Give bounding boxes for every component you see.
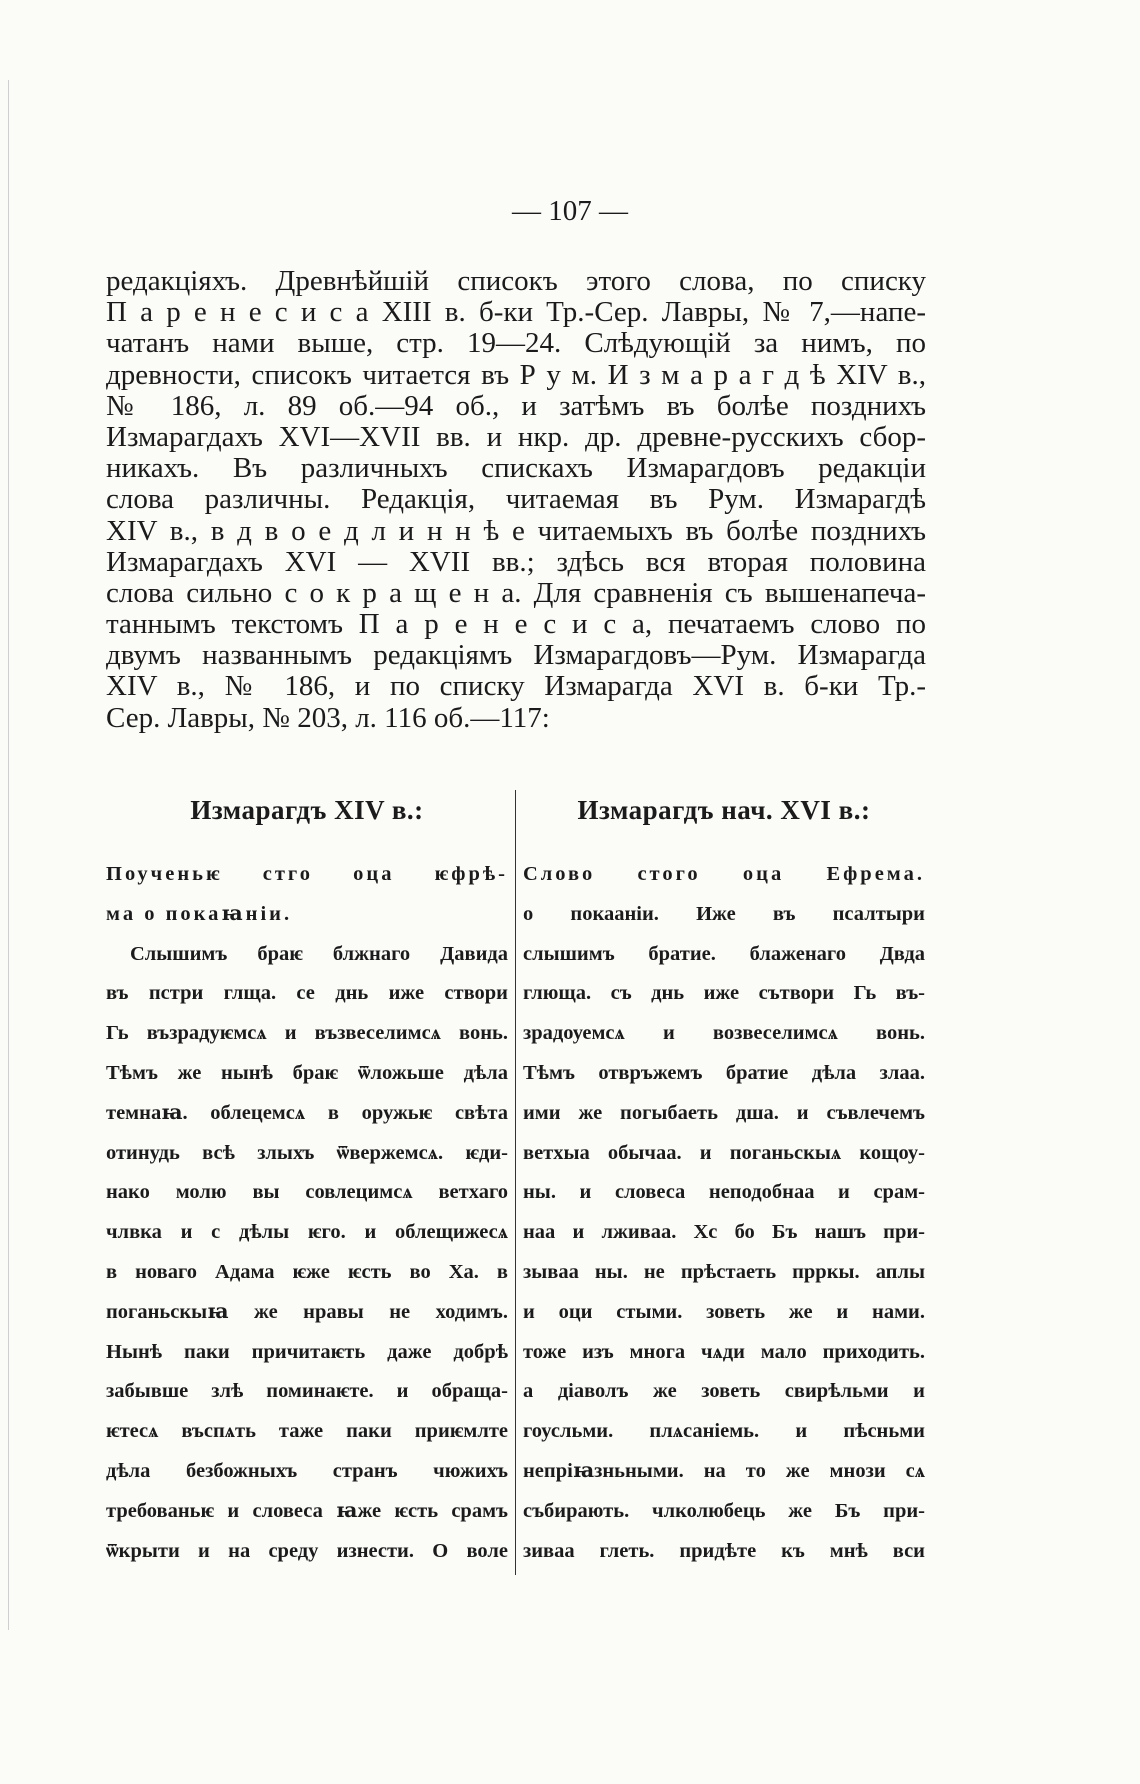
intro-line: двумъ названнымъ редакціямъ Измарагдовъ—Рум. Измарагда <box>106 640 926 672</box>
left-column-line: забывше злѣ поминаѥте. и обраща- <box>106 1380 508 1403</box>
intro-line: слова различны. Редакція, читаемая въ Рум. Измарагдѣ <box>106 484 926 516</box>
left-column-line: Поученьѥ стго оца ѥфрѣ- <box>106 863 508 885</box>
intro-line: Измарагдахъ XVI — XVII вв.; здѣсь вся вторая половина <box>106 546 926 578</box>
right-column-line: непріꙗзньными. на то же мнози сѧ <box>523 1459 925 1482</box>
intro-line: П а р е н е с и с а XIII в. б-ки Тр.-Сер. Лавры, № 7,—напе- <box>106 297 926 329</box>
right-column-line: и оци стыми. зоветь же и нами. <box>523 1300 925 1323</box>
left-column-line: ѿкрыти и на среду изнести. О воле <box>106 1539 508 1562</box>
intro-line: Сер. Лавры, № 203, л. 116 об.—117: <box>106 702 550 734</box>
right-column-line: гоусльми. плѧсаніемь. и пѣсньми <box>523 1420 925 1443</box>
intro-line: Измарагдахъ XVI—XVII вв. и нкр. др. древне-русскихъ сбор- <box>106 421 926 453</box>
intro-line: таннымъ текстомъ П а р е н е с и с а, печатаемъ слово по <box>106 609 926 641</box>
left-column-line: члвка и с дѣлы ѥго. и облещижесѧ <box>106 1221 508 1244</box>
right-column-line: глющa. съ днь иже сътвори Гь въ- <box>523 982 925 1005</box>
right-column-line: Тѣмъ отвръжемъ братие дѣла злаа. <box>523 1061 925 1084</box>
intro-line: чатанъ нами выше, стр. 19—24. Слѣдующій за нимъ, по <box>106 328 926 360</box>
right-column <box>523 795 925 1571</box>
scan-edge-line <box>8 80 9 1630</box>
left-column-heading: Измарагдъ XIV в.: <box>190 795 424 825</box>
left-column-line: Гь възрадуѥмсѧ и възвеселимсѧ вонь. <box>106 1022 508 1045</box>
right-column-line: зиваа глеть. придѣте къ мнѣ вси <box>523 1539 925 1562</box>
intro-paragraph <box>106 266 926 734</box>
intro-line: № 186, л. 89 об.—94 об., и затѣмъ въ болѣе позднихъ <box>106 390 926 422</box>
page-number: — 107 — <box>512 195 628 227</box>
left-column-line: Слышимъ браѥ блжнаго Давида <box>130 942 508 965</box>
right-column-line: слышимъ братие. блаженаго Двда <box>523 942 925 965</box>
left-column-line: ма о покаꙗніи. <box>106 902 293 925</box>
left-column-line: в новаго Адама ѥже ѥсть во Ха. в <box>106 1260 508 1283</box>
right-column-line: а діаволъ же зоветь свирѣльми и <box>523 1380 925 1403</box>
left-column-line: отинудь всѣ злыхъ ѿвержемсѧ. ѥди- <box>106 1141 508 1164</box>
right-column-line: събирають. члколюбець же Бъ при- <box>523 1499 925 1522</box>
intro-line: древности, списокъ читается въ Р у м. И з м а р а г д ѣ XIV в., <box>106 359 926 391</box>
right-column-line: Слово стого оца Ефрема. <box>523 863 925 885</box>
right-column-heading: Измарагдъ нач. XVI в.: <box>577 795 871 825</box>
left-column-line: въ пстри глща. се днь иже створи <box>106 982 508 1005</box>
left-column-line: ѥтесѧ въспѧть таже паки приѥмлте <box>106 1420 508 1443</box>
left-column-line: темнаꙗ. облецемсѧ в оружьѥ свѣта <box>106 1101 508 1124</box>
intro-line: слова сильно с о к р а щ е н а. Для сравненія съ вышенапеча- <box>106 577 926 609</box>
right-column-line: тоже изъ многа чѧди мало приходить. <box>523 1340 925 1363</box>
left-column <box>106 795 508 1571</box>
left-column-line: поганьскыꙗ же нравы не ходимъ. <box>106 1300 508 1323</box>
column-divider <box>515 790 516 1575</box>
intro-line: никахъ. Въ различныхъ спискахъ Измарагдовъ редакціи <box>106 453 926 485</box>
intro-line: редакціяхъ. Древнѣйшій списокъ этого слова, по списку <box>106 266 926 297</box>
right-column-line: зываа ны. не прѣстаеть прркы. аплы <box>523 1260 925 1283</box>
intro-line: XIV в., в д в о е д л и н н ѣ е читаемыхъ въ болѣе позднихъ <box>106 515 926 547</box>
left-column-line: Тѣмъ же нынѣ браѥ ѿложьше дѣла <box>106 1061 508 1084</box>
left-column-line: Нынѣ паки причитаѥть даже добрѣ <box>106 1340 508 1363</box>
right-column-line: о покааніи. Иже въ псалтыри <box>523 902 925 925</box>
right-column-line: ими же погыбаеть дша. и съвлечемъ <box>523 1101 925 1124</box>
intro-line: XIV в., № 186, и по списку Измарагда XVI в. б-ки Тр.- <box>106 671 926 703</box>
left-column-line: требованьѥ и словеса ꙗже ѥсть срамъ <box>106 1499 508 1522</box>
right-column-line: наа и лживаа. Хс бо Бъ нашъ при- <box>523 1221 925 1244</box>
left-column-line: дѣла безбожныхъ странъ чюжихъ <box>106 1459 508 1482</box>
right-column-line: ветхыа обычаа. и поганьскыѧ кощоу- <box>523 1141 925 1164</box>
right-column-line: ны. и словеса неподобнаа и срам- <box>523 1181 925 1204</box>
left-column-line: нако молю вы совлецимсѧ ветхаго <box>106 1181 508 1204</box>
right-column-line: зрадоуемсѧ и возвеселимсѧ вонь. <box>523 1022 925 1045</box>
